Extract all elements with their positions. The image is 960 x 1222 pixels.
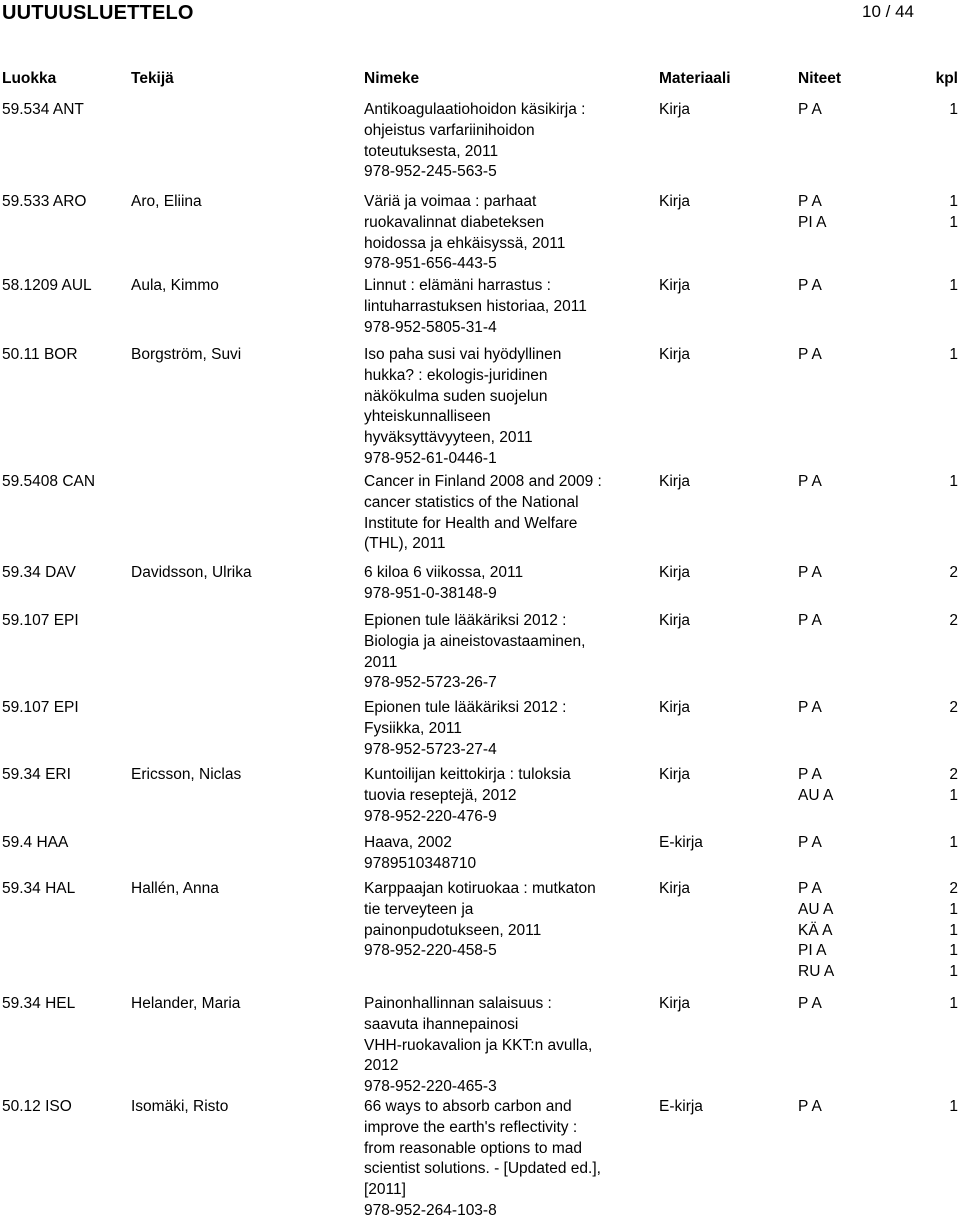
cell-nimeke [364,765,634,827]
page-number: 10 / 44 [862,2,914,21]
cell-nimeke-line: hyväksyttävyyteen, 2011 [364,429,533,447]
cell-niteet [798,765,868,807]
cell-luokka: 59.533 ARO [2,193,87,210]
cell-luokka: 58.1209 AUL [2,277,92,294]
cell-kpl-line: 1 [949,834,958,851]
cell-niteet-line: P A [798,766,822,783]
header-nimeke: Nimeke [364,70,420,87]
cell-nimeke-line: 978-952-245-563-5 [364,163,497,181]
header-materiaali: Materiaali [659,70,731,87]
cell-luokka: 59.34 ERI [2,766,71,783]
cell-luokka: 50.11 BOR [2,346,78,363]
cell-kpl-line: 1 [949,921,958,939]
cell-nimeke-line: 978-952-264-103-8 [364,1201,497,1219]
cell-kpl [928,345,958,366]
cell-materiaali: Kirja [659,612,691,629]
cell-tekija: Borgström, Suvi [131,346,242,363]
cell-kpl-line: 2 [949,564,958,581]
cell-kpl [928,192,958,234]
cell-kpl-line: 2 [949,766,958,783]
cell-niteet [798,192,868,234]
cell-kpl-line: 1 [949,473,958,490]
cell-nimeke-line: 978-952-61-0446-1 [364,449,497,467]
cell-nimeke-line: Karppaajan kotiruokaa : mutkaton [364,880,596,897]
cell-kpl [928,833,958,854]
cell-kpl [928,563,958,584]
cell-kpl-line: 1 [949,786,958,804]
cell-nimeke-line: 978-952-5805-31-4 [364,318,497,336]
cell-luokka: 59.4 HAA [2,834,69,851]
cell-nimeke-line: lintuharrastuksen historiaa, 2011 [364,297,587,315]
cell-niteet-line: AU A [798,900,834,918]
cell-nimeke-line: 978-951-656-443-5 [364,255,497,273]
cell-luokka: 59.5408 CAN [2,473,96,490]
cell-kpl-line: 1 [949,101,958,118]
cell-nimeke [364,698,634,760]
cell-niteet-line: KÄ A [798,921,833,939]
cell-niteet-line: P A [798,101,822,118]
cell-nimeke [364,611,634,694]
cell-nimeke [364,1097,634,1222]
cell-niteet [798,472,868,493]
cell-niteet [798,833,868,854]
cell-niteet [798,879,868,983]
cell-niteet-line: P A [798,834,822,851]
header-luokka: Luokka [2,70,57,87]
cell-nimeke [364,345,634,470]
cell-niteet-line: P A [798,1098,822,1115]
cell-luokka: 59.107 EPI [2,612,79,629]
cell-niteet-line: RU A [798,963,835,981]
cell-kpl-line: 1 [949,277,958,294]
cell-materiaali: Kirja [659,101,691,118]
cell-nimeke-line: 2011 [364,653,398,671]
cell-nimeke-line: (THL), 2011 [364,535,446,553]
cell-nimeke-line: painonpudotukseen, 2011 [364,921,542,939]
cell-niteet [798,1097,868,1118]
cell-kpl-line: 2 [949,612,958,629]
cell-kpl [928,472,958,493]
cell-niteet [798,345,868,366]
cell-kpl-line: 1 [949,900,958,918]
cell-nimeke-line: hukka? : ekologis-juridinen [364,366,548,384]
cell-nimeke-line: 978-952-220-476-9 [364,807,497,825]
cell-niteet [798,100,868,121]
cell-luokka: 59.107 EPI [2,699,79,716]
cell-nimeke-line: Painonhallinnan salaisuus : [364,995,552,1012]
cell-materiaali: Kirja [659,346,691,363]
cell-nimeke-line: toteutuksesta, 2011 [364,142,499,160]
cell-tekija: Helander, Maria [131,995,241,1012]
cell-niteet-line: AU A [798,786,834,804]
cell-materiaali: Kirja [659,473,691,490]
cell-nimeke [364,472,634,555]
header-niteet: Niteet [798,70,842,87]
cell-nimeke [364,192,634,275]
cell-luokka: 59.534 ANT [2,101,84,118]
cell-nimeke-line: Linnut : elämäni harrastus : [364,277,551,294]
cell-tekija: Aro, Eliina [131,193,202,210]
cell-kpl-line: 1 [949,346,958,363]
cell-nimeke-line: Institute for Health and Welfare [364,514,578,532]
cell-nimeke-line: yhteiskunnalliseen [364,408,491,426]
cell-nimeke-line: scientist solutions. - [Updated ed.], [364,1160,601,1178]
table-header [0,70,960,90]
cell-niteet [798,563,868,584]
cell-nimeke-line: Haava, 2002 [364,834,452,851]
cell-materiaali: Kirja [659,564,691,581]
cell-kpl [928,994,958,1015]
cell-kpl [928,611,958,632]
cell-nimeke-line: Fysiikka, 2011 [364,719,462,737]
page-title: UUTUUSLUETTELO [2,2,194,24]
cell-niteet-line: P A [798,564,822,581]
cell-niteet [798,698,868,719]
cell-niteet-line: P A [798,699,822,716]
cell-nimeke-line: Epionen tule lääkäriksi 2012 : [364,699,567,716]
cell-tekija: Ericsson, Niclas [131,766,242,783]
cell-niteet-line: P A [798,193,822,210]
cell-nimeke-line: from reasonable options to mad [364,1139,582,1157]
cell-niteet-line: P A [798,612,822,629]
cell-materiaali: Kirja [659,880,691,897]
cell-nimeke-line: tie terveyteen ja [364,900,474,918]
cell-nimeke-line: 6 kiloa 6 viikossa, 2011 [364,564,524,581]
cell-nimeke-line: cancer statistics of the National [364,493,579,511]
cell-kpl-line: 1 [949,193,958,210]
cell-niteet-line: P A [798,277,822,294]
cell-nimeke [364,276,634,338]
cell-kpl-line: 1 [949,942,958,960]
cell-nimeke [364,833,634,875]
cell-nimeke-line: 978-952-220-458-5 [364,942,497,960]
cell-kpl [928,765,958,807]
cell-niteet [798,611,868,632]
cell-nimeke-line: Epionen tule lääkäriksi 2012 : [364,612,567,629]
cell-materiaali: E-kirja [659,1098,703,1115]
cell-tekija: Hallén, Anna [131,880,219,897]
cell-nimeke-line: 978-952-5723-26-7 [364,674,497,692]
cell-luokka: 59.34 HAL [2,880,76,897]
cell-nimeke-line: 978-952-220-465-3 [364,1078,497,1096]
cell-nimeke [364,100,634,183]
cell-nimeke-line: hoidossa ja ehkäisyssä, 2011 [364,234,566,252]
cell-kpl-line: 1 [949,963,958,981]
cell-materiaali: Kirja [659,699,691,716]
cell-kpl [928,879,958,983]
cell-niteet-line: PI A [798,942,827,960]
cell-nimeke-line: Cancer in Finland 2008 and 2009 : [364,473,602,490]
cell-nimeke-line: ohjeistus varfariinihoidon [364,121,535,139]
cell-luokka: 59.34 DAV [2,564,76,581]
cell-nimeke [364,879,634,962]
cell-materiaali: Kirja [659,995,691,1012]
cell-materiaali: Kirja [659,277,691,294]
cell-nimeke-line: 2012 [364,1057,399,1075]
cell-niteet-line: P A [798,995,822,1012]
cell-nimeke-line: 66 ways to absorb carbon and [364,1098,572,1115]
cell-nimeke-line: Kuntoilijan keittokirja : tuloksia [364,766,571,783]
cell-tekija: Isomäki, Risto [131,1098,229,1115]
cell-nimeke-line: improve the earth's reflectivity : [364,1118,578,1136]
cell-nimeke-line: 9789510348710 [364,854,477,872]
cell-nimeke-line: Biologia ja aineistovastaaminen, [364,632,586,650]
cell-nimeke-line: tuovia reseptejä, 2012 [364,786,517,804]
cell-kpl [928,100,958,121]
cell-kpl-line: 1 [949,213,958,231]
cell-nimeke-line: Antikoagulaatiohoidon käsikirja : [364,101,586,118]
cell-niteet [798,276,868,297]
cell-nimeke [364,563,634,605]
cell-nimeke [364,994,634,1098]
cell-kpl-line: 1 [949,1098,958,1115]
cell-tekija: Davidsson, Ulrika [131,564,252,581]
cell-luokka: 50.12 ISO [2,1098,72,1115]
cell-niteet-line: P A [798,473,822,490]
cell-kpl-line: 2 [949,880,958,897]
cell-nimeke-line: Iso paha susi vai hyödyllinen [364,346,562,363]
cell-nimeke-line: VHH-ruokavalion ja KKT:n avulla, [364,1036,593,1054]
cell-kpl [928,1097,958,1118]
cell-luokka: 59.34 HEL [2,995,76,1012]
cell-nimeke-line: ruokavalinnat diabeteksen [364,213,545,231]
header-tekija: Tekijä [131,70,174,87]
cell-kpl [928,276,958,297]
cell-materiaali: E-kirja [659,834,703,851]
header-kpl: kpl [935,70,958,87]
cell-materiaali: Kirja [659,193,691,210]
cell-nimeke-line: näkökulma suden suojelun [364,387,548,405]
cell-niteet-line: PI A [798,213,827,231]
cell-niteet-line: P A [798,880,822,897]
cell-niteet [798,994,868,1015]
cell-nimeke-line: [2011] [364,1181,406,1199]
cell-nimeke-line: Väriä ja voimaa : parhaat [364,193,537,210]
cell-nimeke-line: 978-951-0-38148-9 [364,584,497,602]
cell-tekija: Aula, Kimmo [131,277,219,294]
cell-kpl-line: 2 [949,699,958,716]
cell-kpl [928,698,958,719]
cell-nimeke-line: saavuta ihannepainosi [364,1015,519,1033]
cell-nimeke-line: 978-952-5723-27-4 [364,740,497,758]
cell-materiaali: Kirja [659,766,691,783]
cell-kpl-line: 1 [949,995,958,1012]
cell-niteet-line: P A [798,346,822,363]
